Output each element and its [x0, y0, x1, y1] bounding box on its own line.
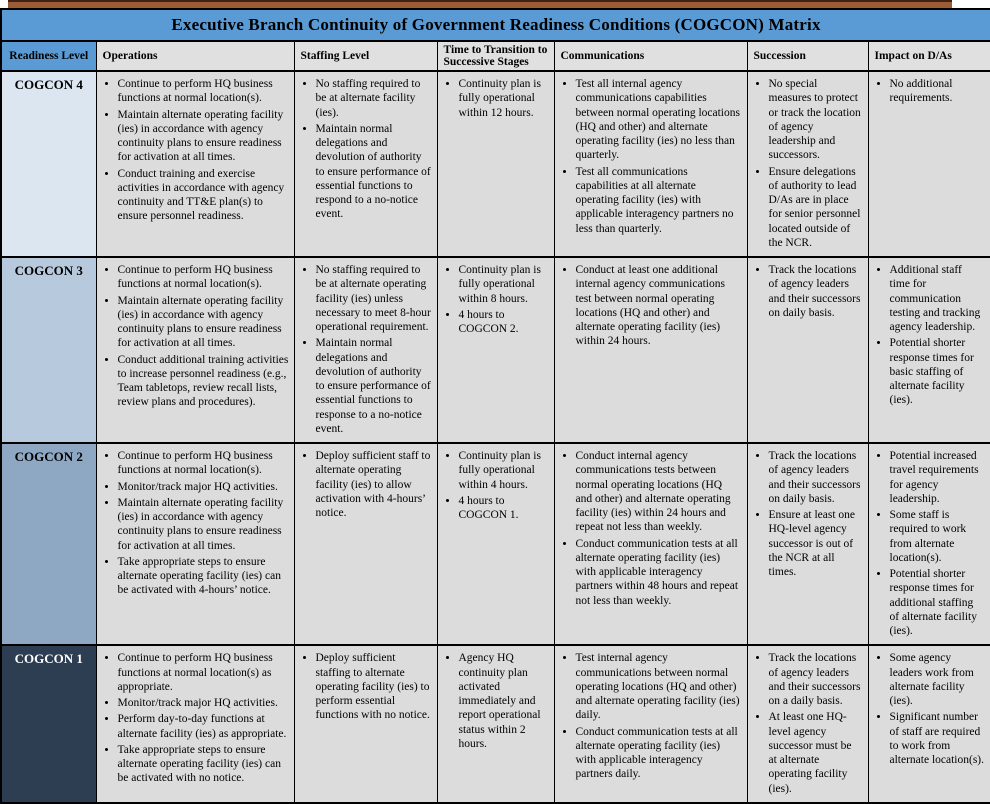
- cell-cogcon1-staffing: [294, 645, 437, 803]
- top-accent-bar: [8, 0, 952, 8]
- bullet-list: [874, 263, 986, 408]
- column-header-readiness-level: Readiness Level: [1, 41, 96, 71]
- cell-cogcon3-time: [437, 257, 554, 443]
- table-row-cogcon-1: [1, 645, 990, 803]
- bullet-item: • Additional staff time for communication testing and tracking agency leadership.: [890, 263, 986, 334]
- bullet-item: • Track the locations of agency leaders and their successors on daily basis.: [769, 449, 863, 506]
- bullet-item: • Continue to perform HQ business functions at normal location(s).: [118, 77, 289, 106]
- bullet-item: • Potential increased travel requirements for agency leadership.: [890, 449, 986, 506]
- bullet-item: • Maintain alternate operating facility (ies) in accordance with agency continuity plans to ensure readiness for activation at all times.: [118, 108, 289, 165]
- bullet-list: [300, 77, 432, 222]
- cell-cogcon2-succession: [747, 443, 868, 645]
- bullet-list: [300, 651, 432, 722]
- bullet-item: • Maintain normal delegations and devolution of authority to ensure performance of essential functions to response to a no-notice event.: [316, 336, 432, 436]
- table-row-cogcon-3: [1, 257, 990, 443]
- bullet-item: • 4 hours to COGCON 1.: [459, 494, 549, 523]
- bullet-list: [443, 651, 549, 751]
- column-header-operations: Operations: [96, 41, 294, 71]
- bullet-item: • Deploy sufficient staffing to alternate operating facility (ies) to perform essential functions with no notice.: [316, 651, 432, 722]
- cell-cogcon4-succession: [747, 71, 868, 257]
- bullet-list: [443, 263, 549, 336]
- cell-cogcon2-impact: [868, 443, 990, 645]
- row-label-cogcon-3: COGCON 3: [1, 257, 96, 443]
- bullet-item: • Conduct training and exercise activities in accordance with agency continuity and TT&E plan(s) to ensure personnel readiness.: [118, 167, 289, 224]
- cell-cogcon1-communications: [554, 645, 747, 803]
- bullet-list: [443, 77, 549, 120]
- cell-cogcon4-impact: [868, 71, 990, 257]
- bullet-item: • Conduct communication tests at all alternate operating facility (ies) with applicable interagency partners daily.: [576, 725, 742, 782]
- bullet-item: • Continue to perform HQ business functions at normal location(s).: [118, 449, 289, 478]
- bullet-item: • Continuity plan is fully operational within 12 hours.: [459, 77, 549, 120]
- title-row: [1, 9, 990, 41]
- bullet-item: • Ensure delegations of authority to lead D/As are in place for senior personnel located outside of the NCR.: [769, 165, 863, 251]
- cell-cogcon2-time: [437, 443, 554, 645]
- bullet-list: [300, 449, 432, 520]
- bullet-item: • Track the locations of agency leaders and their successors on daily basis.: [769, 263, 863, 320]
- bullet-item: • Conduct communication tests at all alternate operating facility (ies) with applicable interagency partners within 48 hours and repeat not less than weekly.: [576, 537, 742, 608]
- bullet-item: • Continuity plan is fully operational within 4 hours.: [459, 449, 549, 492]
- bullet-item: • Test all internal agency communications capabilities between normal operating locations (HQ and other) and alternate operating facility (ies) no less than quarterly.: [576, 77, 742, 163]
- table-row-cogcon-4: [1, 71, 990, 257]
- bullet-list: [874, 449, 986, 638]
- bullet-item: • Test internal agency communications between normal operating locations (HQ and other) and alternate operating facility (ies) daily.: [576, 651, 742, 722]
- cell-cogcon3-impact: [868, 257, 990, 443]
- bullet-item: • Some agency leaders work from alternate facility (ies).: [890, 651, 986, 708]
- bullet-item: • Monitor/track major HQ activities.: [118, 480, 289, 494]
- bullet-item: • Agency HQ continuity plan activated immediately and report operational status within 2 hours.: [459, 651, 549, 751]
- row-label-cogcon-4: COGCON 4: [1, 71, 96, 257]
- bullet-item: • Continue to perform HQ business functions at normal location(s) as appropriate.: [118, 651, 289, 694]
- cell-cogcon3-staffing: [294, 257, 437, 443]
- bullet-item: • Test all communications capabilities at all alternate operating facility (ies) with applicable interagency partners no less than quarterly.: [576, 165, 742, 236]
- cell-cogcon4-staffing: [294, 71, 437, 257]
- cell-cogcon3-communications: [554, 257, 747, 443]
- bullet-list: [874, 651, 986, 767]
- cell-cogcon4-time: [437, 71, 554, 257]
- bullet-item: • Deploy sufficient staff to alternate operating facility (ies) to allow activation with 4-hours’ notice.: [316, 449, 432, 520]
- bullet-list: [102, 651, 289, 785]
- bullet-item: • Perform day-to-day functions at alternate facility (ies) as appropriate.: [118, 712, 289, 741]
- bullet-item: • 4 hours to COGCON 2.: [459, 308, 549, 337]
- bullet-item: • Maintain alternate operating facility (ies) in accordance with agency continuity plans to ensure readiness for activation at all times.: [118, 496, 289, 553]
- bullet-item: • Some staff is required to work from alternate location(s).: [890, 508, 986, 565]
- bullet-item: • Maintain alternate operating facility (ies) in accordance with agency continuity plans to ensure readiness for activation at all times.: [118, 294, 289, 351]
- column-header-succession: Succession: [747, 41, 868, 71]
- bullet-item: • Continue to perform HQ business functions at normal location(s).: [118, 263, 289, 292]
- cell-cogcon2-staffing: [294, 443, 437, 645]
- column-header-time-to-transition: Time to Transition to Successive Stages: [437, 41, 554, 71]
- column-header-communications: Communications: [554, 41, 747, 71]
- bullet-item: • Conduct at least one additional internal agency communications test between normal operating locations (HQ and other) and alternate operating facility (ies) within 24 hours.: [576, 263, 742, 349]
- bullet-item: • Potential shorter response times for basic staffing of alternate facility (ies).: [890, 336, 986, 407]
- bullet-list: [753, 449, 863, 579]
- column-header-staffing-level: Staffing Level: [294, 41, 437, 71]
- bullet-list: [102, 263, 289, 410]
- row-label-cogcon-1: COGCON 1: [1, 645, 96, 803]
- row-label-cogcon-2: COGCON 2: [1, 443, 96, 645]
- table-row-cogcon-2: [1, 443, 990, 645]
- cell-cogcon1-succession: [747, 645, 868, 803]
- bullet-item: • Take appropriate steps to ensure alternate operating facility (ies) can be activated with no notice.: [118, 743, 289, 786]
- bullet-item: • Significant number of staff are required to work from alternate location(s).: [890, 710, 986, 767]
- cell-cogcon3-succession: [747, 257, 868, 443]
- bullet-list: [560, 77, 742, 236]
- bullet-item: • Monitor/track major HQ activities.: [118, 696, 289, 710]
- cell-cogcon4-operations: [96, 71, 294, 257]
- bullet-list: [874, 77, 986, 106]
- bullet-list: [443, 449, 549, 522]
- cell-cogcon1-time: [437, 645, 554, 803]
- bullet-item: • Track the locations of agency leaders and their successors on a daily basis.: [769, 651, 863, 708]
- bullet-list: [560, 651, 742, 781]
- cogcon-matrix-table: [0, 8, 990, 804]
- bullet-item: • Continuity plan is fully operational within 8 hours.: [459, 263, 549, 306]
- cell-cogcon1-operations: [96, 645, 294, 803]
- bullet-item: • Take appropriate steps to ensure alternate operating facility (ies) can be activated with 4-hours’ notice.: [118, 555, 289, 598]
- column-header-row: [1, 41, 990, 71]
- cell-cogcon1-impact: [868, 645, 990, 803]
- bullet-list: [560, 263, 742, 349]
- bullet-item: • No special measures to protect or track the location of agency leadership and successors.: [769, 77, 863, 163]
- bullet-item: • No additional requirements.: [890, 77, 986, 106]
- bullet-item: • Conduct additional training activities to increase personnel readiness (e.g., Team tabletops, review recall lists, review plans and procedures).: [118, 353, 289, 410]
- bullet-list: [102, 449, 289, 598]
- bullet-list: [102, 77, 289, 224]
- bullet-item: • Conduct internal agency communications tests between normal operating locations (HQ and other) and alternate operating facility (ies) within 24 hours and repeat not less than weekly.: [576, 449, 742, 535]
- cell-cogcon2-operations: [96, 443, 294, 645]
- bullet-item: • Maintain normal delegations and devolution of authority to ensure performance of essential functions to respond to a no-notice event.: [316, 122, 432, 222]
- cell-cogcon3-operations: [96, 257, 294, 443]
- page-title: Executive Branch Continuity of Government Readiness Conditions (COGCON) Matrix: [1, 9, 990, 41]
- cell-cogcon2-communications: [554, 443, 747, 645]
- bullet-list: [300, 263, 432, 436]
- bullet-item: • At least one HQ-level agency successor must be at alternate operating facility (ies).: [769, 710, 863, 796]
- bullet-item: • Ensure at least one HQ-level agency successor is out of the NCR at all times.: [769, 508, 863, 579]
- bullet-item: • Potential shorter response times for additional staffing of alternate facility (ies).: [890, 567, 986, 638]
- bullet-list: [753, 651, 863, 796]
- bullet-list: [560, 449, 742, 608]
- column-header-impact-on-das: Impact on D/As: [868, 41, 990, 71]
- bullet-item: • No staffing required to be at alternate operating facility (ies) unless necessary to meet 8-hour operational requirement.: [316, 263, 432, 334]
- bullet-list: [753, 263, 863, 320]
- bullet-item: • No staffing required to be at alternate facility (ies).: [316, 77, 432, 120]
- cell-cogcon4-communications: [554, 71, 747, 257]
- bullet-list: [753, 77, 863, 250]
